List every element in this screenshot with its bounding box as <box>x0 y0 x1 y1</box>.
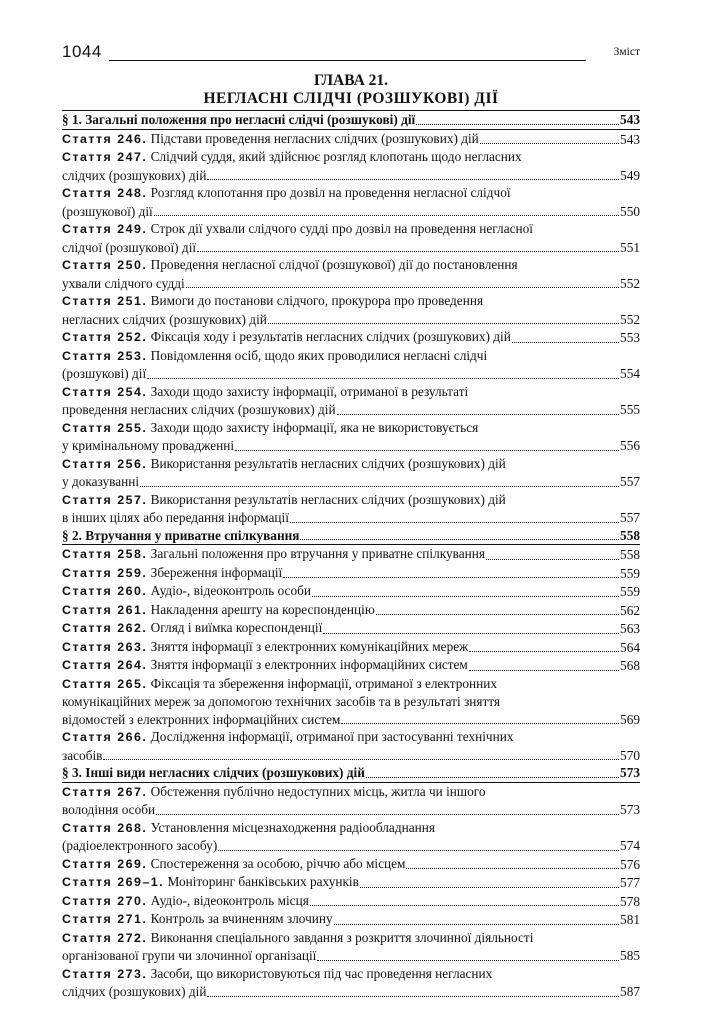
entry-title <box>62 401 336 419</box>
dot-leader <box>376 613 619 615</box>
entry-text: засобів <box>62 747 103 763</box>
article-label: Стаття 253. <box>62 348 148 363</box>
toc-entry <box>62 509 640 527</box>
toc-entry <box>62 473 640 491</box>
entry-text: Аудіо-, відеоконтроль місця <box>150 892 309 908</box>
entry-text: Строк дії ухвали слідчого судді про дозвіл на проведення негласної <box>150 221 533 236</box>
page-reference: 570 <box>620 747 640 763</box>
entry-title <box>62 509 289 527</box>
toc-entry <box>62 419 640 438</box>
page-reference: 562 <box>620 602 640 618</box>
toc-entry <box>62 239 640 257</box>
toc-entry <box>62 383 640 402</box>
entry-text: (радіоелектронного засобу) <box>62 838 218 853</box>
page-reference: 577 <box>620 875 640 890</box>
toc-entry <box>62 675 640 694</box>
dot-leader <box>300 538 619 540</box>
toc-entry <box>62 837 640 855</box>
entry-title <box>62 675 497 694</box>
dot-leader <box>469 650 619 652</box>
toc-entry <box>62 801 640 819</box>
dot-leader <box>512 341 619 343</box>
entry-title <box>62 130 479 149</box>
article-label: Стаття 257. <box>62 492 148 507</box>
article-label: Стаття 262. <box>62 621 148 635</box>
entry-title <box>62 184 511 203</box>
entry-text: § 1. Загальні положення про негласні слідчі (розшукові) дії <box>62 112 416 127</box>
page-reference: 543 <box>620 112 640 127</box>
entry-title <box>62 256 518 275</box>
dot-leader <box>207 178 619 180</box>
entry-title <box>62 545 485 564</box>
page-reference: 585 <box>620 948 640 963</box>
entry-title <box>62 419 478 438</box>
dot-leader <box>154 214 619 216</box>
article-label: Стаття 273. <box>62 966 148 981</box>
toc-entry <box>62 619 640 638</box>
entry-text: у кримінальному провадженні <box>62 438 235 453</box>
entry-text: організованої групи чи злочинної організації <box>62 948 317 963</box>
dot-leader <box>317 959 619 961</box>
toc-entry <box>62 783 640 802</box>
dot-leader <box>207 995 619 997</box>
entry-text: Розгляд клопотання про дозвіл на проведення негласної слідчої <box>150 185 511 200</box>
entry-text: Аудіо-, відеоконтроль особи <box>150 583 311 598</box>
page-reference: 551 <box>620 239 640 255</box>
toc-entry <box>62 167 640 185</box>
entry-title <box>62 983 206 1001</box>
article-label: Стаття 247. <box>62 150 148 164</box>
dot-leader <box>147 377 619 379</box>
article-label: Стаття 267. <box>62 784 148 799</box>
entry-title <box>62 837 217 855</box>
toc-entry <box>62 965 640 984</box>
entry-text: ухвали слідчого судді <box>62 275 185 291</box>
toc-section <box>62 527 640 546</box>
page-reference: 550 <box>620 203 640 219</box>
toc-entry <box>62 819 640 838</box>
entry-title <box>62 947 316 965</box>
entry-title <box>62 220 533 239</box>
entry-title <box>62 910 333 929</box>
toc-entry <box>62 656 640 675</box>
article-label: Стаття 254. <box>62 384 148 399</box>
entry-title <box>62 801 155 819</box>
entry-title <box>62 292 483 311</box>
entry-title <box>62 582 311 601</box>
toc-entry <box>62 130 640 149</box>
toc-entry <box>62 929 640 948</box>
dot-leader <box>268 322 619 324</box>
page-reference: 587 <box>620 984 640 999</box>
entry-title <box>62 711 340 729</box>
article-label: Стаття 255. <box>62 420 148 435</box>
toc-entry <box>62 184 640 203</box>
dot-leader <box>366 776 619 778</box>
chapter-number: ГЛАВА 21. <box>313 72 389 89</box>
dot-leader <box>140 485 619 487</box>
entry-text: Установлення місцезнаходження радіообладнання <box>150 819 435 835</box>
toc-entry <box>62 873 640 892</box>
page-reference: 557 <box>620 510 640 525</box>
page-reference: 564 <box>620 639 640 655</box>
entry-text: негласних слідчих (розшукових) дій <box>62 311 267 327</box>
dot-leader <box>469 669 619 671</box>
page-reference: 552 <box>620 311 640 327</box>
entry-title <box>62 619 322 638</box>
running-head: Зміст <box>613 46 640 58</box>
article-label: Стаття 250. <box>62 258 148 272</box>
dot-leader <box>406 867 619 869</box>
dot-leader <box>334 923 619 925</box>
entry-text: проведення негласних слідчих (розшукових) дій <box>62 402 336 417</box>
entry-text: Підстави проведення негласних слідчих (розшукових) дій <box>150 130 479 146</box>
toc-entry <box>62 311 640 329</box>
article-label: Стаття 261. <box>62 602 148 617</box>
toc-entry <box>62 292 640 311</box>
article-label: Стаття 264. <box>62 658 148 672</box>
toc-entry <box>62 947 640 965</box>
entry-text: (розшукові) дії <box>62 366 147 381</box>
toc-entry <box>62 564 640 583</box>
entry-text: слідчих (розшукових) дій <box>62 984 207 999</box>
dot-leader <box>235 449 619 451</box>
entry-title <box>62 383 468 402</box>
entry-text: Використання результатів негласних слідчих (розшукових) дій <box>150 491 506 507</box>
toc-entry <box>62 437 640 455</box>
page-reference: 558 <box>620 527 640 543</box>
toc-entry <box>62 275 640 293</box>
table-of-contents <box>62 110 640 1001</box>
toc-entry <box>62 582 640 601</box>
dot-leader <box>156 813 619 815</box>
toc-entry <box>62 203 640 221</box>
page-reference: 555 <box>620 402 640 417</box>
toc-entry <box>62 148 640 167</box>
entry-title <box>62 455 506 474</box>
article-label: Стаття 272. <box>62 930 148 945</box>
page-reference: 568 <box>620 658 640 673</box>
page-reference: 549 <box>620 167 640 183</box>
entry-text: комунікаційних мереж за допомогою технічних засобів та в результаті зняття <box>62 694 501 709</box>
toc-entry <box>62 365 640 383</box>
entry-text: Слідчий суддя, який здійснює розгляд клопотань щодо негласних <box>150 149 522 164</box>
entry-text: Зняття інформації з електронних інформаційних систем <box>150 657 468 672</box>
entry-title <box>62 747 102 765</box>
toc-entry <box>62 455 640 474</box>
dot-leader <box>312 595 619 597</box>
entry-text: Зняття інформації з електронних комунікаційних мереж <box>150 638 469 654</box>
entry-text: Обстеження публічно недоступних місць, житла чи іншого <box>150 783 486 799</box>
entry-title <box>62 783 486 802</box>
article-label: Стаття 246. <box>62 131 148 146</box>
page-header <box>62 40 640 66</box>
entry-title <box>62 473 139 491</box>
entry-text: в інших цілях або передання інформації <box>62 510 289 525</box>
article-label: Стаття 256. <box>62 456 148 471</box>
article-label: Стаття 266. <box>62 730 148 744</box>
page-reference: 573 <box>620 802 640 817</box>
article-label: Стаття 265. <box>62 676 148 691</box>
entry-title <box>62 892 309 911</box>
entry-text: Контроль за вчиненням злочину <box>150 911 333 926</box>
toc-entry <box>62 747 640 765</box>
page-reference: 569 <box>620 711 640 727</box>
section-title <box>62 764 365 782</box>
toc-entry <box>62 855 640 874</box>
toc-entry <box>62 491 640 510</box>
entry-title <box>62 656 468 675</box>
entry-text: у доказуванні <box>62 474 140 489</box>
toc-entry <box>62 347 640 366</box>
article-label: Стаття 268. <box>62 820 148 835</box>
dot-leader <box>416 123 619 125</box>
toc-entry <box>62 220 640 239</box>
page-reference: 576 <box>620 856 640 872</box>
entry-title <box>62 148 522 167</box>
dot-leader <box>323 632 619 634</box>
page-reference: 554 <box>620 366 640 381</box>
entry-title <box>62 965 492 984</box>
entry-title <box>62 873 359 892</box>
entry-text: відомостей з електронних інформаційних систем <box>62 711 341 727</box>
page-reference: 558 <box>620 547 640 562</box>
entry-text: Збереження інформації <box>150 564 283 580</box>
entry-title <box>62 347 487 366</box>
article-label: Стаття 252. <box>62 330 148 344</box>
dot-leader <box>197 250 619 252</box>
entry-text: Заходи щодо захисту інформації, отриманої в результаті <box>150 383 469 399</box>
toc-entry <box>62 910 640 929</box>
article-label: Стаття 248. <box>62 186 148 200</box>
page-reference: 581 <box>620 912 640 927</box>
entry-text: § 2. Втручання у приватне спілкування <box>62 527 300 543</box>
dot-leader <box>103 758 619 760</box>
dot-leader <box>480 142 619 144</box>
toc-entry <box>62 693 640 711</box>
entry-text: Накладення арешту на кореспонденцію <box>150 601 375 617</box>
entry-text: Заходи щодо захисту інформації, яка не використовується <box>150 419 479 435</box>
entry-text: Спостереження за особою, річчю або місцем <box>150 855 406 871</box>
toc-section <box>62 111 640 130</box>
entry-text: Фіксація та збереження інформації, отриманої з електронних <box>150 675 497 691</box>
entry-title <box>62 167 206 185</box>
entry-text: Моніторинг банківських рахунків <box>167 874 359 889</box>
entry-title <box>62 365 146 383</box>
page-reference: 552 <box>620 275 640 291</box>
article-label: Стаття 271. <box>62 912 148 926</box>
article-label: Стаття 251. <box>62 294 148 308</box>
dot-leader <box>360 886 619 888</box>
entry-title <box>62 275 185 293</box>
toc-entry <box>62 711 640 729</box>
toc-entry <box>62 638 640 657</box>
entry-title <box>62 601 375 620</box>
toc-entry <box>62 328 640 347</box>
dot-leader <box>337 413 619 415</box>
entry-text: володіння особи <box>62 802 156 817</box>
header-rule <box>109 60 586 61</box>
article-label: Стаття 263. <box>62 639 148 654</box>
entry-title <box>62 929 533 948</box>
toc-entry <box>62 983 640 1001</box>
entry-title <box>62 491 506 510</box>
toc-entry <box>62 401 640 419</box>
chapter-title: НЕГЛАСНІ СЛІДЧІ (РОЗШУКОВІ) ДІЇ <box>203 90 499 107</box>
entry-text: Огляд і виїмка кореспонденції <box>150 620 323 635</box>
dot-leader <box>486 558 619 560</box>
page-reference: 574 <box>620 838 640 853</box>
entry-text: Фіксація ходу і результатів негласних слідчих (розшукових) дій <box>150 329 511 344</box>
entry-title <box>62 855 405 874</box>
entry-text: Загальні положення про втручання у приватне спілкування <box>150 546 485 561</box>
section-title <box>62 527 299 545</box>
page-reference: 556 <box>620 438 640 453</box>
entry-title <box>62 819 435 838</box>
entry-text: Вимоги до постанови слідчого, прокурора про проведення <box>150 293 484 308</box>
dot-leader <box>310 904 619 906</box>
entry-text: Проведення негласної слідчої (розшукової) дії до постановлення <box>150 257 518 272</box>
article-label: Стаття 259. <box>62 565 148 580</box>
dot-leader <box>218 849 619 851</box>
entry-text: Використання результатів негласних слідчих (розшукових) дій <box>150 455 506 471</box>
entry-text: § 3. Інші види негласних слідчих (розшукових) дій <box>62 765 365 780</box>
article-label: Стаття 270. <box>62 893 148 908</box>
entry-title <box>62 728 514 747</box>
entry-title <box>62 328 511 347</box>
article-label: Стаття 260. <box>62 584 148 598</box>
entry-title <box>62 638 468 657</box>
toc-entry <box>62 728 640 747</box>
toc-section <box>62 764 640 783</box>
entry-text: Повідомлення осіб, щодо яких проводилися негласні слідчі <box>150 347 488 363</box>
page-number: 1044 <box>62 42 102 61</box>
entry-title <box>62 311 267 329</box>
toc-entry <box>62 256 640 275</box>
article-label: Стаття 269–1. <box>62 875 165 889</box>
dot-leader <box>283 576 619 578</box>
toc-entry <box>62 601 640 620</box>
entry-title <box>62 239 196 257</box>
entry-title <box>62 203 153 221</box>
dot-leader <box>290 521 619 523</box>
toc-entry <box>62 892 640 911</box>
entry-text: Засоби, що використовуються під час проведення негласних <box>150 965 493 981</box>
page-reference: 559 <box>620 584 640 599</box>
entry-title <box>62 693 500 711</box>
page-reference: 553 <box>620 330 640 345</box>
article-label: Стаття 258. <box>62 547 148 561</box>
toc-entry <box>62 545 640 564</box>
dot-leader <box>341 722 619 724</box>
section-title <box>62 111 415 129</box>
entry-text: слідчої (розшукової) дії <box>62 239 197 255</box>
page-reference: 559 <box>620 565 640 581</box>
page-reference: 573 <box>620 765 640 780</box>
page-reference: 543 <box>620 131 640 147</box>
entry-text: Дослідження інформації, отриманої при застосуванні технічних <box>150 729 514 744</box>
dot-leader <box>186 286 619 288</box>
entry-text: (розшукової) дії <box>62 203 153 219</box>
entry-text: Виконання спеціального завдання з розкриття злочинної діяльності <box>150 929 534 945</box>
page-reference: 563 <box>620 621 640 636</box>
page-reference: 578 <box>620 893 640 909</box>
entry-title <box>62 564 282 583</box>
page-reference: 557 <box>620 474 640 489</box>
article-label: Стаття 249. <box>62 222 148 236</box>
entry-text: слідчих (розшукових) дій <box>62 167 207 183</box>
entry-title <box>62 437 234 455</box>
article-label: Стаття 269. <box>62 856 148 871</box>
